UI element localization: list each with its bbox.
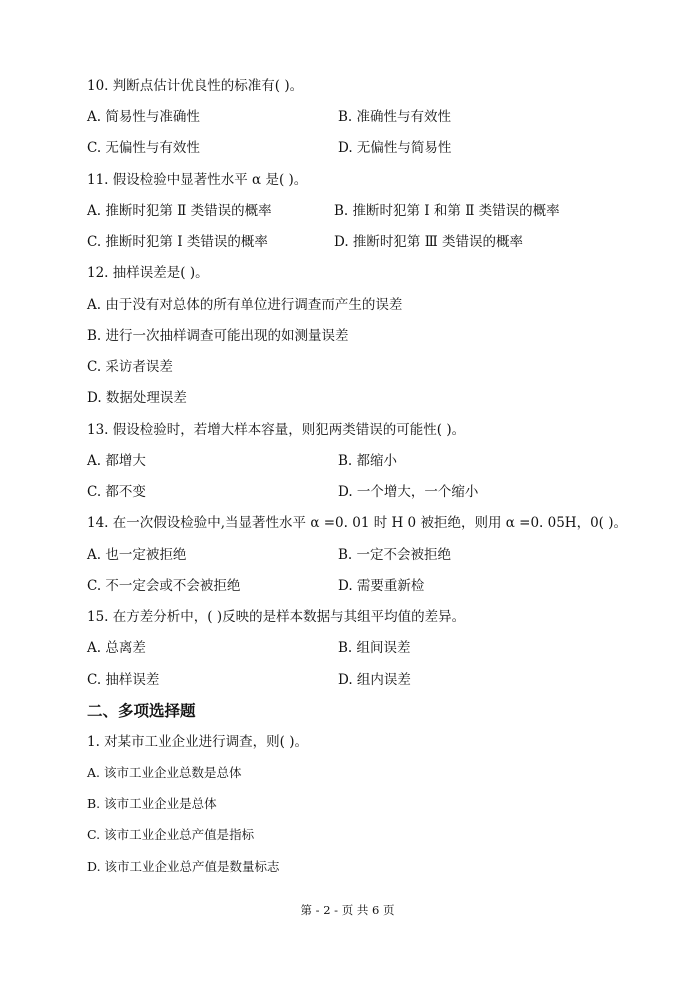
question-12-option-b: B. 进行一次抽样调查可能出现的如测量误差 (87, 328, 349, 344)
question-11-option-c: C. 推断时犯第 Ⅰ 类错误的概率 (87, 234, 268, 250)
question-14-option-a: A. 也一定被拒绝 (87, 547, 187, 563)
question-14-stem: 14. 在一次假设检验中,当显著性水平 α =0. 01 时 H 0 被拒绝，则用 α =0. 05H，0( )。 (87, 515, 627, 531)
section2-question-1-option-a: A. 该市工业企业总数是总体 (87, 765, 242, 780)
question-14-option-b: B. 一定不会被拒绝 (338, 547, 452, 563)
section2-question-1-stem: 1. 对某市工业企业进行调查，则( )。 (87, 734, 308, 750)
question-11-option-a: A. 推断时犯第 Ⅱ 类错误的概率 (87, 203, 272, 219)
question-10-option-d: D. 无偏性与简易性 (338, 140, 452, 156)
question-10-option-c: C. 无偏性与有效性 (87, 140, 200, 156)
section2-question-1-option-b: B. 该市工业企业是总体 (87, 796, 217, 811)
question-13-option-d: D. 一个增大，一个缩小 (338, 484, 479, 500)
question-12-option-a: A. 由于没有对总体的所有单位进行调查而产生的误差 (87, 297, 403, 313)
question-11-stem: 11. 假设检验中显著性水平 α 是( )。 (87, 172, 308, 188)
question-12-option-c: C. 采访者误差 (87, 359, 173, 375)
section-heading: 二、多项选择题 (87, 702, 196, 720)
question-11-option-d: D. 推断时犯第 Ⅲ 类错误的概率 (334, 234, 524, 250)
question-14-option-c: C. 不一定会或不会被拒绝 (87, 578, 241, 594)
question-13-stem: 13. 假设检验时，若增大样本容量，则犯两类错误的可能性( )。 (87, 422, 466, 438)
question-12-stem: 12. 抽样误差是( )。 (87, 265, 209, 281)
question-10-option-b: B. 准确性与有效性 (338, 109, 452, 125)
question-15-option-c: C. 抽样误差 (87, 672, 160, 688)
question-15-option-d: D. 组内误差 (338, 672, 411, 688)
section2-question-1-option-c: C. 该市工业企业总产值是指标 (87, 827, 255, 842)
question-13-option-c: C. 都不变 (87, 484, 146, 500)
page-footer: 第 - 2 - 页 共 6 页 (300, 903, 395, 917)
question-12-option-d: D. 数据处理误差 (87, 390, 187, 406)
question-15-option-b: B. 组间误差 (338, 640, 411, 656)
question-14-option-d: D. 需要重新检 (338, 578, 425, 594)
question-15-option-a: A. 总离差 (87, 640, 146, 656)
question-11-option-b: B. 推断时犯第 Ⅰ 和第 Ⅱ 类错误的概率 (334, 203, 560, 219)
question-13-option-a: A. 都增大 (87, 453, 146, 469)
question-10-option-a: A. 简易性与准确性 (87, 109, 200, 125)
question-10-stem: 10. 判断点估计优良性的标准有( )。 (87, 78, 304, 94)
question-13-option-b: B. 都缩小 (338, 453, 398, 469)
section2-question-1-option-d: D. 该市工业企业总产值是数量标志 (87, 859, 280, 874)
question-15-stem: 15. 在方差分析中，( )反映的是样本数据与其组平均值的差异。 (87, 609, 466, 625)
